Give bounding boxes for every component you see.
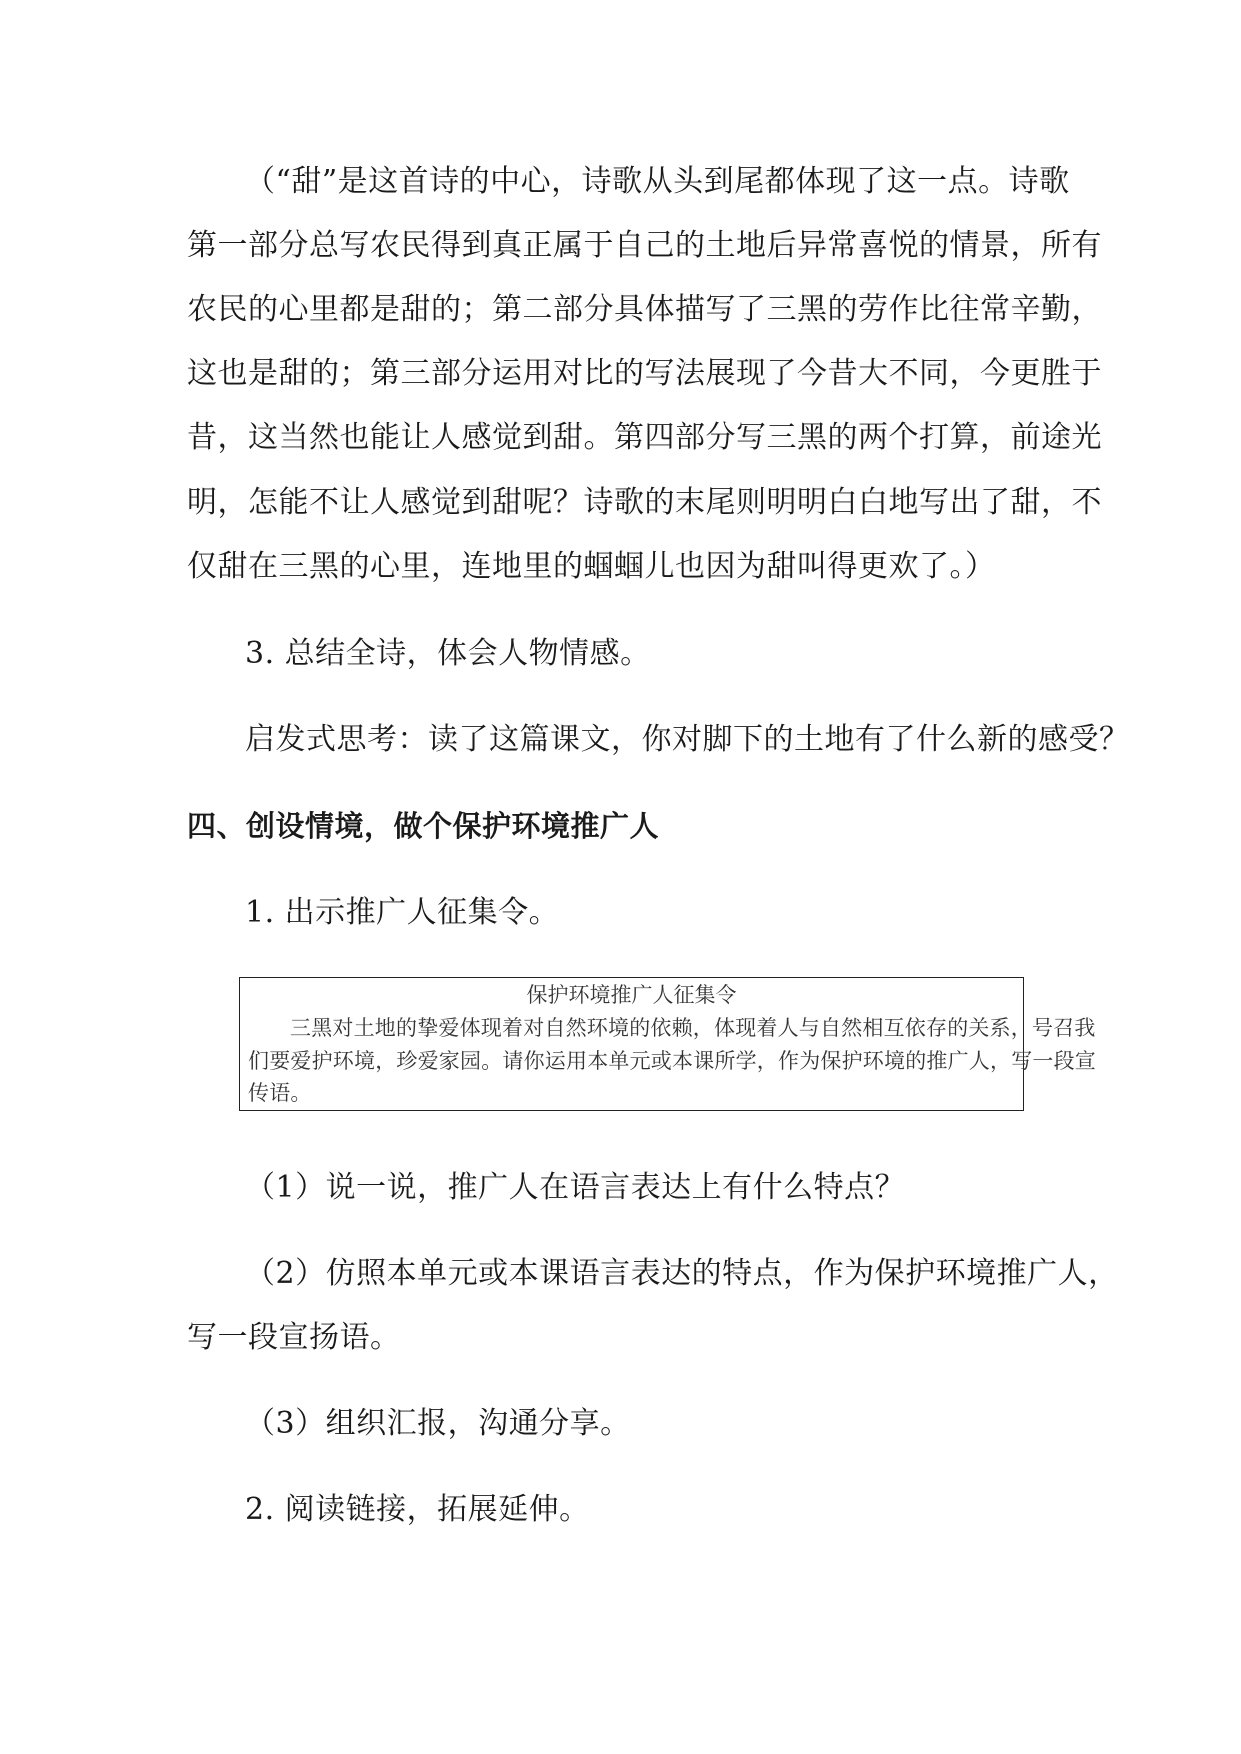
paragraph-line: 农民的心里都是甜的；第二部分具体描写了三黑的劳作比往常辛勤， [187, 292, 1102, 327]
numbered-item: 1. 出示推广人征集令。 [245, 895, 560, 930]
notice-line: 三黑对土地的挚爱体现着对自然环境的依赖，体现着人与自然相互依存的关系，号召我 [290, 1016, 1096, 1040]
notice-line: 们要爱护环境，珍爱家园。请你运用本单元或本课所学，作为保护环境的推广人，写一段宣 [248, 1049, 1096, 1073]
section-heading: 四、创设情境，做个保护环境推广人 [187, 809, 660, 843]
notice-title: 保护环境推广人征集令 [526, 983, 737, 1007]
recruitment-notice-box [239, 977, 1096, 1111]
paragraph-line: 第一部分总写农民得到真正属于自己的土地后异常喜悦的情景，所有 [187, 228, 1102, 263]
inspiration-question: 启发式思考：读了这篇课文，你对脚下的土地有了什么新的感受？ [245, 722, 1130, 757]
paragraph-line: （“甜”是这首诗的中心，诗歌从头到尾都体现了这一点。诗歌 [245, 164, 1070, 199]
paragraph-line: 这也是甜的；第三部分运用对比的写法展现了今昔大不同，今更胜于 [187, 356, 1102, 391]
sub-item-line: 写一段宣扬语。 [187, 1320, 401, 1355]
notice-line: 传语。 [248, 1081, 312, 1105]
summary-item: 3. 总结全诗，体会人物情感。 [245, 636, 651, 671]
paragraph-line: 明，怎能不让人感觉到甜呢？诗歌的末尾则明明白白地写出了甜，不 [187, 485, 1102, 520]
numbered-item: 2. 阅读链接，拓展延伸。 [245, 1492, 590, 1527]
paragraph-line: 仅甜在三黑的心里，连地里的蝈蝈儿也因为甜叫得更欢了。） [187, 549, 996, 584]
sub-item: （1）说一说，推广人在语言表达上有什么特点？ [245, 1170, 906, 1205]
sub-item: （3）组织汇报，沟通分享。 [245, 1406, 631, 1441]
sub-item-line: （2）仿照本单元或本课语言表达的特点，作为保护环境推广人， [245, 1256, 1119, 1291]
paragraph-line: 昔，这当然也能让人感觉到甜。第四部分写三黑的两个打算，前途光 [187, 420, 1102, 455]
